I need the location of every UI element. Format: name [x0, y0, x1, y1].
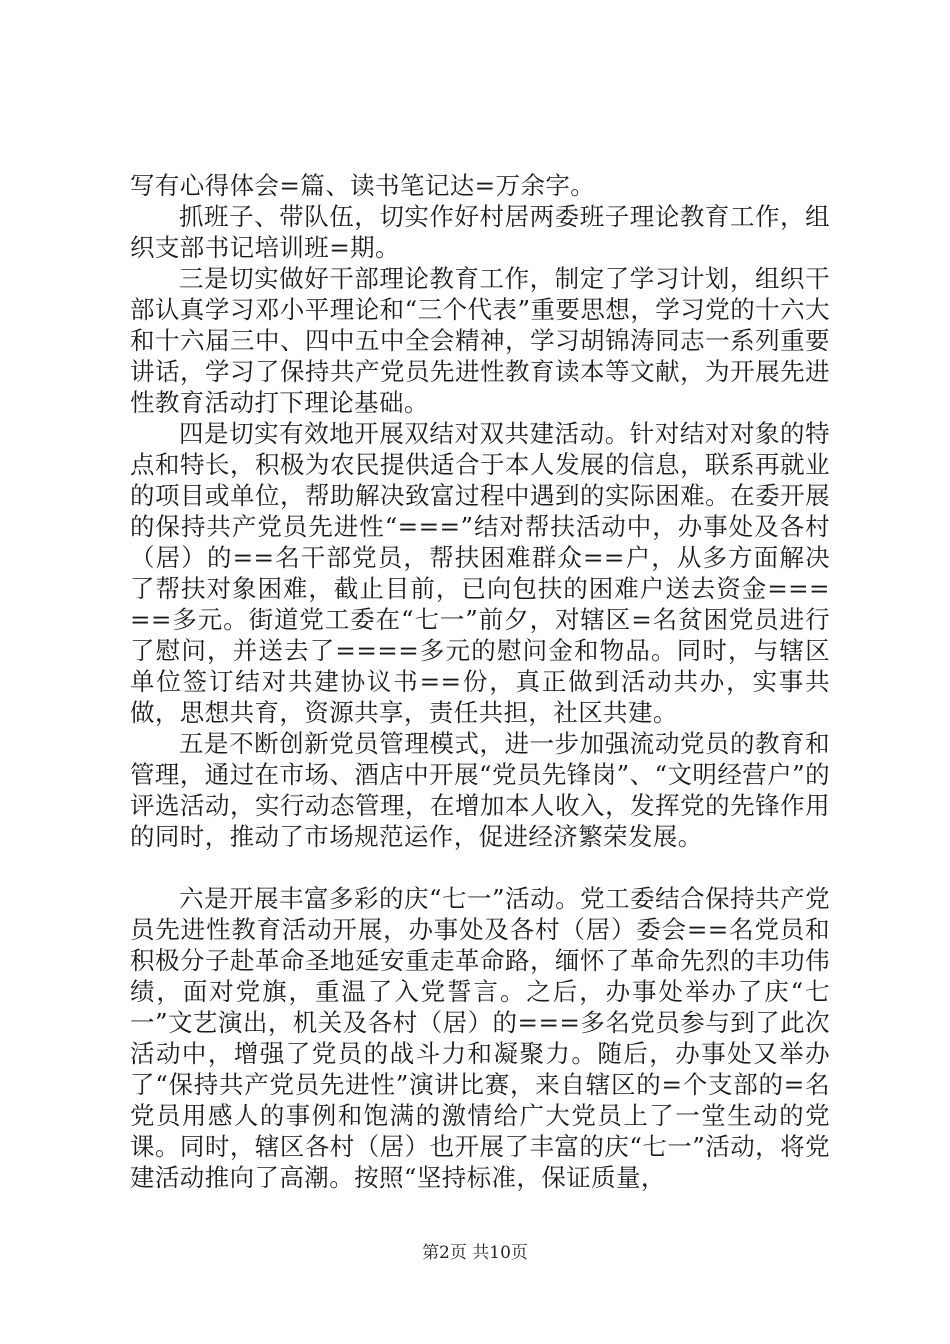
paragraph-6: 六是开展丰富多彩的庆“七一”活动。党工委结合保持共产党员先进性教育活动开展，办事处及各村（居）委会==名党员和积极分子赴革命圣地延安重走革命路，缅怀了革命先烈的丰功伟绩，面对党旗，重温了入党誓言。之后，办事处举办了庆“七一”文艺演出，机关及各村（居）的===多名党员参与到了此次活动中，增强了党员的战斗力和凝聚力。随后，办事处又举办了“保持共产党员先进性”演讲比赛，来自辖区的=个支部的=名党员用感人的事例和饱满的激情给广大党员上了一堂生动的党课。同时，辖区各村（居）也开展了丰富的庆“七一”活动，将党建活动推向了高潮。按照“坚持标准，保证质量，: [130, 884, 830, 1192]
paragraph-4: 四是切实有效地开展双结对双共建活动。针对结对对象的特点和特长，积极为农民提供适合于本人发展的信息，联系再就业的项目或单位，帮助解决致富过程中遇到的实际困难。在委开展的保持共产党员先进性“===”结对帮扶活动中，办事处及各村（居）的==名干部党员，帮扶困难群众==户，从多方面解决了帮扶对象困难，截止目前，已向包扶的困难户送去资金=====多元。街道党工委在“七一”前夕，对辖区=名贫困党员进行了慰问，并送去了====多元的慰问金和物品。同时，与辖区单位签订结对共建协议书==份，真正做到活动共办，实事共做，思想共育，资源共享，责任共担，社区共建。: [130, 419, 830, 727]
paragraph-1: 写有心得体会=篇、读书笔记达=万余字。: [130, 171, 596, 200]
paragraph-2: 抓班子、带队伍，切实作好村居两委班子理论教育工作，组织支部书记培训班=期。: [130, 202, 830, 262]
paragraph-3: 三是切实做好干部理论教育工作，制定了学习计划，组织干部认真学习邓小平理论和“三个代表”重要思想，学习党的十六大和十六届三中、四中五中全会精神，学习胡锦涛同志一系列重要讲话，学习了保持共产党员先进性教育读本等文献，为开展先进性教育活动打下理论基础。: [130, 264, 830, 417]
paragraph-5: 五是不断创新党员管理模式，进一步加强流动党员的教育和管理，通过在市场、酒店中开展“党员先锋岗”、“文明经营户”的评选活动，实行动态管理，在增加本人收入，发挥党的先锋作用的同时，推动了市场规范运作，促进经济繁荣发展。: [130, 729, 830, 851]
page-footer: 第2页 共10页: [422, 1243, 528, 1263]
document-body: [130, 170, 830, 1193]
